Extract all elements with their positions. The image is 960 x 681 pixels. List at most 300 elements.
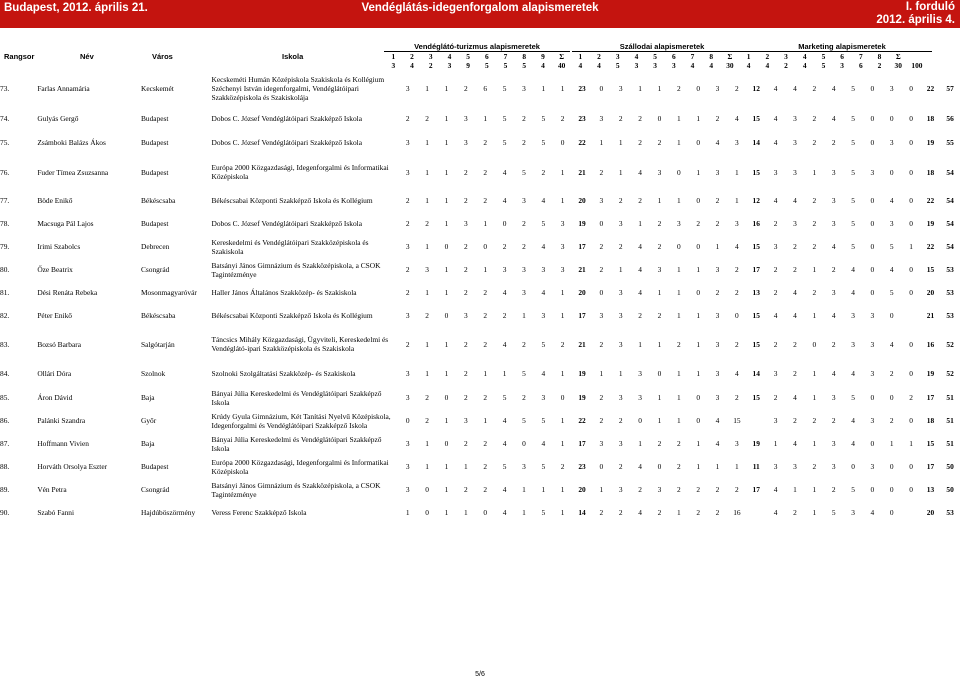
- column-number: 5: [653, 52, 657, 61]
- score-cell: 1: [444, 196, 449, 205]
- score-cell: 2: [715, 219, 720, 228]
- score-cell: 4: [638, 265, 642, 274]
- score-cell: 2: [793, 416, 797, 425]
- date-label: 2012. április 4.: [876, 14, 955, 26]
- section-sum-cell: 17: [578, 311, 586, 320]
- total-cell: 54: [946, 196, 954, 205]
- section-sum-cell: 13: [752, 288, 760, 297]
- score-cell: 1: [812, 393, 817, 402]
- score-cell: 3: [793, 138, 797, 147]
- section-sum-cell: 22: [926, 84, 935, 93]
- score-cell: 1: [560, 485, 565, 494]
- score-cell: 0: [909, 219, 913, 228]
- section-sum-cell: 15: [752, 311, 760, 320]
- score-cell: 1: [444, 265, 449, 274]
- score-cell: 4: [638, 462, 642, 471]
- table-row: [0, 432, 960, 455]
- score-cell: 2: [522, 242, 526, 251]
- section-sum-cell: [747, 501, 766, 524]
- score-cell: 0: [909, 196, 913, 205]
- score-cell: 4: [851, 369, 855, 378]
- score-cell: 2: [657, 242, 662, 251]
- score-cell: 2: [483, 196, 488, 205]
- score-cell: 5: [541, 339, 546, 349]
- score-cell: 1: [444, 167, 449, 177]
- section-sum-cell: 20: [578, 196, 586, 205]
- score-cell: 4: [793, 196, 797, 205]
- table-row: [0, 130, 960, 155]
- name-cell: Irimi Szabolcs: [37, 242, 81, 251]
- column-number: 3: [784, 52, 788, 61]
- score-cell: 2: [676, 439, 681, 448]
- score-cell: 2: [618, 114, 623, 123]
- score-cell: 2: [405, 265, 410, 274]
- city-cell: Mosonmagyaróvár: [140, 288, 197, 297]
- score-cell: 0: [909, 369, 913, 378]
- column-number: 2: [765, 52, 770, 61]
- section-sum-cell: 15: [926, 265, 935, 274]
- score-cell: 2: [812, 114, 817, 123]
- section-sum-cell: 18: [926, 167, 935, 177]
- score-cell: 2: [638, 196, 642, 205]
- total-cell: 50: [946, 485, 954, 494]
- score-cell: 2: [464, 265, 468, 274]
- section-sum-cell: 13: [926, 485, 935, 494]
- score-cell: 1: [560, 84, 565, 93]
- score-cell: 3: [638, 369, 642, 378]
- score-cell: 1: [502, 369, 507, 378]
- column-number: 3: [428, 52, 433, 61]
- score-cell: 2: [464, 288, 468, 297]
- score-cell: 1: [812, 369, 817, 378]
- score-cell: 4: [541, 242, 546, 251]
- max-points: 4: [802, 61, 807, 70]
- max-points: 3: [840, 61, 844, 70]
- max-points: 5: [503, 61, 508, 70]
- score-cell: 3: [599, 311, 604, 320]
- score-cell: 4: [831, 369, 836, 378]
- score-cell: 3: [618, 311, 623, 320]
- section-sum-cell: 21: [578, 167, 586, 177]
- city-cell: Hajdúböszörmény: [140, 508, 196, 517]
- column-number: 1: [578, 52, 583, 61]
- score-cell: 2: [812, 219, 817, 228]
- score-cell: 0: [870, 242, 875, 251]
- score-cell: 5: [522, 416, 526, 425]
- score-cell: 5: [502, 114, 507, 123]
- score-cell: 3: [618, 219, 623, 228]
- table-row: [0, 107, 960, 130]
- col-rank: Rangsor: [4, 52, 35, 61]
- score-cell: 4: [715, 138, 720, 147]
- total-cell: 54: [946, 219, 954, 228]
- score-cell: 16: [733, 508, 741, 517]
- score-cell: 3: [657, 265, 662, 274]
- score-cell: 3: [405, 462, 410, 471]
- column-number: 9: [541, 52, 545, 61]
- section-sum-cell: 22: [926, 196, 935, 205]
- score-cell: 2: [735, 265, 739, 274]
- score-cell: 0: [889, 114, 894, 123]
- score-cell: 1: [676, 416, 681, 425]
- score-cell: 2: [522, 393, 526, 402]
- score-cell: 0: [657, 114, 662, 123]
- city-cell: Baja: [140, 393, 155, 402]
- score-cell: 4: [715, 439, 720, 448]
- total-cell: 54: [946, 167, 954, 177]
- column-number: 4: [634, 52, 639, 61]
- score-cell: 4: [735, 242, 739, 251]
- score-cell: 3: [405, 167, 410, 177]
- score-cell: 2: [483, 138, 488, 147]
- score-cell: 0: [870, 288, 875, 297]
- score-cell: 3: [657, 167, 662, 177]
- column-number: 7: [503, 52, 508, 61]
- score-cell: 3: [773, 462, 778, 471]
- score-cell: 3: [618, 288, 623, 297]
- city-cell: Budapest: [140, 219, 169, 228]
- section-sum-cell: 15: [752, 393, 760, 402]
- score-cell: 4: [851, 439, 855, 448]
- score-cell: 4: [773, 114, 778, 123]
- score-cell: 2: [831, 416, 836, 425]
- score-cell: 4: [502, 416, 507, 425]
- score-cell: 1: [773, 439, 778, 448]
- score-cell: 2: [464, 393, 468, 402]
- rank-cell: 75.: [0, 138, 10, 147]
- score-cell: 2: [735, 393, 739, 402]
- score-cell: 3: [889, 84, 894, 93]
- score-cell: 2: [676, 462, 681, 471]
- score-cell: 1: [560, 311, 565, 320]
- score-cell: 2: [483, 462, 488, 471]
- score-cell: 2: [483, 288, 488, 297]
- score-cell: 3: [851, 311, 855, 320]
- rank-cell: 85.: [0, 393, 10, 402]
- score-cell: 3: [560, 265, 565, 274]
- score-cell: 2: [483, 167, 488, 177]
- score-cell: 1: [483, 369, 488, 378]
- score-cell: 1: [638, 219, 642, 228]
- section-sum-cell: 19: [926, 138, 935, 147]
- score-cell: 5: [522, 369, 526, 378]
- score-cell: 4: [773, 84, 778, 93]
- section-sum-cell: 15: [752, 339, 760, 349]
- score-cell: 4: [831, 114, 836, 123]
- section-sum-cell: 19: [578, 219, 586, 228]
- school-cell: Kecskeméti Humán Középiskola Szakiskola és Kollégium Széchenyi István idegenforgalmi, Vendéglátóipari Szakközépiskola és Szakiskolája: [211, 75, 385, 102]
- table-row: [0, 478, 960, 501]
- col-school: Iskola: [282, 52, 304, 61]
- column-number: 7: [858, 52, 863, 61]
- score-cell: 0: [444, 439, 449, 448]
- total-cell: 52: [946, 339, 954, 349]
- score-cell: 4: [793, 311, 797, 320]
- table-row: [0, 212, 960, 235]
- section-sum-cell: 20: [578, 485, 586, 494]
- score-cell: 2: [715, 196, 720, 205]
- header-left: Budapest, 2012. április 21.: [4, 2, 148, 14]
- max-points: 2: [428, 61, 433, 70]
- column-number: 8: [877, 52, 882, 61]
- score-cell: 3: [560, 242, 565, 251]
- score-cell: 1: [444, 138, 449, 147]
- section-sum-cell: 12: [752, 84, 760, 93]
- score-cell: 1: [599, 369, 604, 378]
- score-cell: 2: [560, 462, 565, 471]
- total-cell: 54: [946, 242, 954, 251]
- table-row: [0, 386, 960, 409]
- total-cell: 51: [946, 416, 954, 425]
- score-cell: 1: [425, 138, 429, 147]
- score-cell: 0: [870, 196, 875, 205]
- score-cell: 1: [696, 265, 701, 274]
- score-cell: 2: [599, 167, 604, 177]
- score-cell: 2: [464, 242, 468, 251]
- score-cell: 1: [618, 138, 623, 147]
- score-cell: 1: [405, 508, 410, 517]
- score-cell: 4: [870, 508, 875, 517]
- score-cell: 3: [889, 138, 894, 147]
- score-cell: 3: [502, 265, 507, 274]
- score-cell: 1: [618, 369, 623, 378]
- score-cell: 3: [773, 242, 778, 251]
- school-cell: Batsányi János Gimnázium és Szakközépiskola, a CSOK Tagintézménye: [211, 480, 381, 499]
- score-cell: 1: [735, 167, 739, 177]
- score-cell: 2: [812, 462, 817, 471]
- score-cell: 2: [464, 196, 468, 205]
- score-cell: 1: [541, 485, 546, 494]
- table-header: [0, 42, 960, 70]
- score-cell: 2: [831, 138, 836, 147]
- column-number: Σ: [559, 52, 565, 61]
- results-table: [0, 70, 960, 524]
- total-cell: 56: [946, 114, 954, 123]
- score-cell: 1: [560, 416, 565, 425]
- column-number: 2: [597, 52, 601, 61]
- section-sum-cell: 15: [926, 439, 935, 448]
- rank-cell: 88.: [0, 462, 10, 471]
- group-vendeglato: Vendéglátó-turizmus alapismeretek: [384, 42, 570, 52]
- table-row: [0, 304, 960, 327]
- score-cell: 4: [541, 288, 546, 297]
- score-cell: 2: [405, 288, 410, 297]
- score-cell: 5: [851, 393, 855, 402]
- score-cell: 1: [425, 339, 429, 349]
- score-cell: 3: [831, 196, 836, 205]
- score-cell: 0: [812, 339, 817, 349]
- name-cell: Böde Enikő: [37, 196, 73, 205]
- rank-cell: 73.: [0, 84, 10, 93]
- score-cell: 1: [618, 167, 623, 177]
- school-cell: Európa 2000 Közgazdasági, Idegenforgalmi és Informatikai Középiskola: [211, 163, 389, 181]
- school-cell: Békéscsabai Központi Szakképző Iskola és Kollégium: [211, 196, 373, 205]
- rank-cell: 79.: [0, 242, 10, 251]
- score-cell: 2: [618, 508, 623, 517]
- score-cell: 2: [464, 167, 468, 177]
- total-cell: 53: [946, 311, 954, 320]
- score-cell: 5: [502, 138, 507, 147]
- score-cell: 0: [696, 196, 701, 205]
- score-cell: 1: [696, 114, 701, 123]
- score-cell: 0: [909, 114, 913, 123]
- table-row: [0, 361, 960, 386]
- score-cell: 5: [851, 196, 855, 205]
- score-cell: 2: [735, 339, 739, 349]
- score-cell: 1: [560, 439, 565, 448]
- score-cell: 3: [870, 167, 875, 177]
- score-cell: 2: [735, 485, 739, 494]
- score-cell: 2: [657, 439, 662, 448]
- score-cell: 3: [889, 219, 894, 228]
- score-cell: 1: [522, 311, 526, 320]
- score-cell: 3: [638, 393, 642, 402]
- score-cell: 1: [464, 462, 468, 471]
- section-sum-cell: 18: [926, 416, 935, 425]
- score-cell: 2: [889, 416, 894, 425]
- name-cell: Dési Renáta Rebeka: [37, 288, 98, 297]
- score-cell: 2: [831, 339, 836, 349]
- score-cell: 1: [676, 508, 681, 517]
- score-cell: 1: [425, 462, 429, 471]
- max-points: 4: [746, 61, 751, 70]
- city-cell: Budapest: [140, 138, 169, 147]
- score-cell: 4: [793, 84, 797, 93]
- score-cell: 4: [502, 167, 507, 177]
- score-cell: 4: [851, 265, 855, 274]
- score-cell: 2: [657, 311, 662, 320]
- score-cell: 3: [870, 369, 875, 378]
- max-points: 3: [671, 61, 676, 70]
- score-cell: 3: [735, 439, 739, 448]
- total-cell: 51: [946, 393, 954, 402]
- name-cell: Hoffmann Vivien: [37, 439, 89, 448]
- rank-cell: 81.: [0, 288, 10, 297]
- score-cell: 2: [425, 311, 429, 320]
- total-cell: 53: [946, 508, 954, 517]
- score-cell: 2: [483, 439, 488, 448]
- score-cell: 2: [676, 339, 681, 349]
- score-cell: 0: [599, 462, 604, 471]
- max-points: 2: [784, 61, 788, 70]
- score-cell: 2: [483, 485, 488, 494]
- score-cell: 1: [444, 462, 449, 471]
- score-cell: 3: [464, 114, 468, 123]
- rank-cell: 86.: [0, 416, 10, 425]
- score-cell: 2: [638, 114, 642, 123]
- score-cell: 1: [522, 508, 526, 517]
- score-cell: 3: [405, 311, 410, 320]
- score-cell: 4: [889, 265, 894, 274]
- school-cell: Európa 2000 Közgazdasági, Idegenforgalmi és Informatikai Középiskola: [211, 457, 389, 476]
- score-cell: 3: [676, 219, 681, 228]
- score-cell: 3: [464, 311, 468, 320]
- score-cell: 3: [870, 416, 875, 425]
- score-cell: 2: [425, 416, 429, 425]
- total-cell: 51: [946, 439, 954, 448]
- score-cell: 1: [444, 84, 449, 93]
- score-cell: 1: [444, 485, 449, 494]
- score-cell: 1: [638, 84, 642, 93]
- score-cell: 3: [793, 219, 797, 228]
- score-cell: 2: [502, 311, 507, 320]
- score-cell: 0: [676, 242, 681, 251]
- score-cell: 1: [676, 369, 681, 378]
- name-cell: Bozsó Barbara: [37, 339, 82, 349]
- score-cell: 0: [599, 84, 604, 93]
- score-cell: 0: [909, 167, 913, 177]
- score-cell: 4: [541, 196, 546, 205]
- score-cell: 3: [405, 138, 410, 147]
- column-number: 5: [821, 52, 826, 61]
- section-sum-cell: 16: [752, 219, 760, 228]
- section-sum-cell: 14: [752, 138, 760, 147]
- score-cell: 3: [657, 485, 662, 494]
- score-cell: 1: [599, 138, 604, 147]
- name-cell: Farlas Annamária: [37, 84, 90, 93]
- column-number: 6: [484, 52, 489, 61]
- section-sum-cell: 23: [578, 84, 586, 93]
- max-points: 5: [821, 61, 826, 70]
- score-cell: 4: [793, 288, 797, 297]
- score-cell: 0: [909, 339, 913, 349]
- score-cell: 1: [812, 485, 817, 494]
- max-points: 4: [765, 61, 770, 70]
- section-sum-cell: 21: [578, 339, 586, 349]
- section-sum-cell: 17: [578, 439, 586, 448]
- section-sum-cell: 22: [926, 242, 935, 251]
- score-cell: 2: [483, 393, 488, 402]
- score-cell: 2: [773, 393, 778, 402]
- score-cell: 2: [715, 288, 720, 297]
- city-cell: Debrecen: [140, 242, 170, 251]
- name-cell: Gulyás Gergő: [37, 114, 79, 123]
- score-cell: 2: [696, 219, 701, 228]
- score-cell: 0: [657, 369, 662, 378]
- city-cell: Salgótarján: [140, 339, 175, 349]
- max-points: 30: [894, 61, 902, 70]
- section-sum-cell: [747, 409, 766, 432]
- score-cell: 1: [889, 439, 894, 448]
- header-title: Vendéglátás-idegenforgalom alapismeretek: [361, 2, 599, 14]
- score-cell: 3: [599, 439, 604, 448]
- rank-cell: 89.: [0, 485, 10, 494]
- score-cell: 2: [618, 462, 623, 471]
- score-cell: 2: [522, 138, 526, 147]
- score-cell: 2: [638, 485, 642, 494]
- section-sum-cell: 14: [752, 369, 760, 378]
- max-points: 3: [447, 61, 452, 70]
- score-cell: 1: [657, 288, 662, 297]
- score-cell: 1: [425, 369, 429, 378]
- score-cell: 3: [715, 339, 720, 349]
- score-cell: 2: [793, 242, 797, 251]
- score-cell: 3: [715, 265, 720, 274]
- section-sum-cell: 14: [578, 508, 586, 517]
- score-cell: 2: [676, 485, 681, 494]
- score-cell: 4: [502, 339, 507, 349]
- score-cell: 2: [618, 416, 623, 425]
- score-cell: 3: [831, 393, 836, 402]
- score-cell: 2: [522, 114, 526, 123]
- score-cell: 2: [464, 369, 468, 378]
- score-cell: 1: [676, 265, 681, 274]
- score-cell: 5: [541, 219, 546, 228]
- section-sum-cell: 22: [578, 138, 586, 147]
- score-cell: 2: [502, 242, 507, 251]
- score-cell: 0: [889, 485, 894, 494]
- city-cell: Kecskemét: [140, 84, 174, 93]
